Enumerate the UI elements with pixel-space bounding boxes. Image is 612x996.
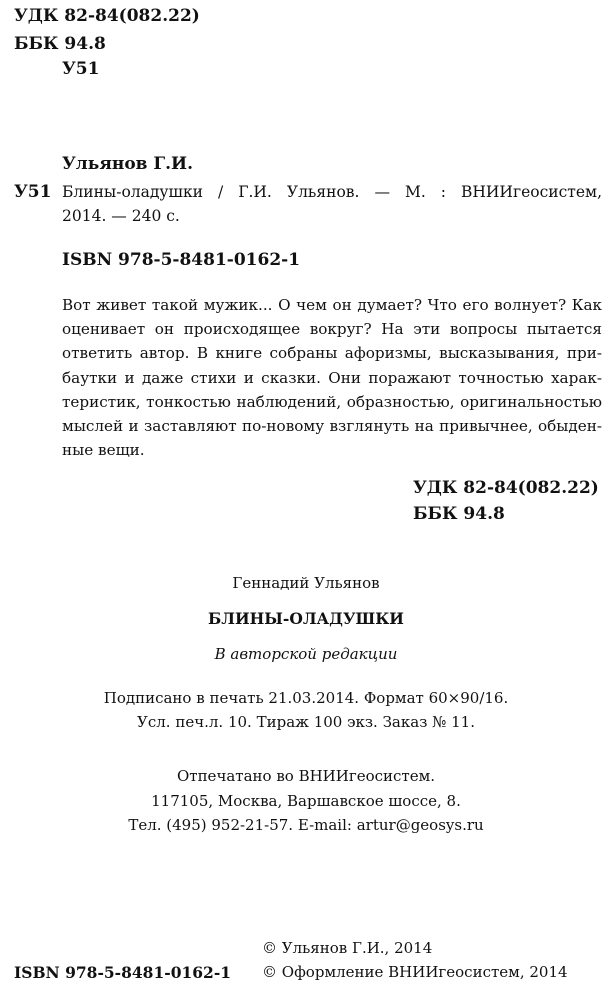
author-mark-top: У51: [62, 59, 100, 79]
imprint-edition-note: В авторской редакции: [214, 645, 398, 663]
footer-isbn: ISBN 978-5-8481-0162-1: [14, 963, 232, 982]
imprint-signed: Подписано в печать 21.03.2014. Формат 60×90/16.: [103, 689, 509, 707]
bbk-code-top: ББК 94.8: [14, 34, 106, 54]
imprint-author: Геннадий Ульянов: [232, 574, 380, 592]
bib-description-line1: Блины-оладушки / Г.И. Ульянов. — М. : ВНИИгеосистем,: [62, 183, 602, 201]
bib-author-mark: У51: [14, 182, 52, 202]
annotation-line: оценивает он происходящее вокруг? На эти вопросы пытается: [62, 320, 602, 339]
annotation: [62, 293, 602, 462]
annotation-line: теристик, тонкостью наблюдений, образностью, оригинальностью: [62, 392, 602, 411]
udk-code-right: УДК 82-84(082.22): [413, 478, 599, 498]
bbk-code-right: ББК 94.8: [413, 504, 505, 524]
annotation-line: ные вещи.: [62, 441, 145, 460]
annotation-line: ответить автор. В книге собраны афоризмы, высказывания, при-: [62, 344, 602, 363]
udk-code-top: УДК 82-84(082.22): [14, 6, 200, 26]
imprint-print-info: Усл. печ.л. 10. Тираж 100 экз. Заказ № 11.: [137, 713, 475, 731]
annotation-line: мыслей и заставляют по-новому взглянуть на привычнее, обыден-: [62, 417, 602, 436]
bib-description-line2: 2014. — 240 с.: [62, 207, 180, 225]
imprint-contacts: Тел. (495) 952-21-57. E-mail: artur@geosys.ru: [128, 816, 484, 834]
bib-author: Ульянов Г.И.: [62, 154, 194, 174]
imprint-title: БЛИНЫ-ОЛАДУШКИ: [208, 609, 404, 628]
copyright-design: © Оформление ВНИИгеосистем, 2014: [262, 963, 568, 981]
annotation-line: Вот живет такой мужик... О чем он думает? Что его волнует? Как: [62, 296, 602, 314]
copyright-author: © Ульянов Г.И., 2014: [262, 939, 433, 957]
imprint-printed-at: Отпечатано во ВНИИгеосистем.: [176, 767, 436, 785]
imprint-address: 117105, Москва, Варшавское шоссе, 8.: [151, 792, 461, 810]
bib-isbn: ISBN 978-5-8481-0162-1: [62, 250, 301, 270]
annotation-line: баутки и даже стихи и сказки. Они поражают точностью харак-: [62, 368, 602, 387]
